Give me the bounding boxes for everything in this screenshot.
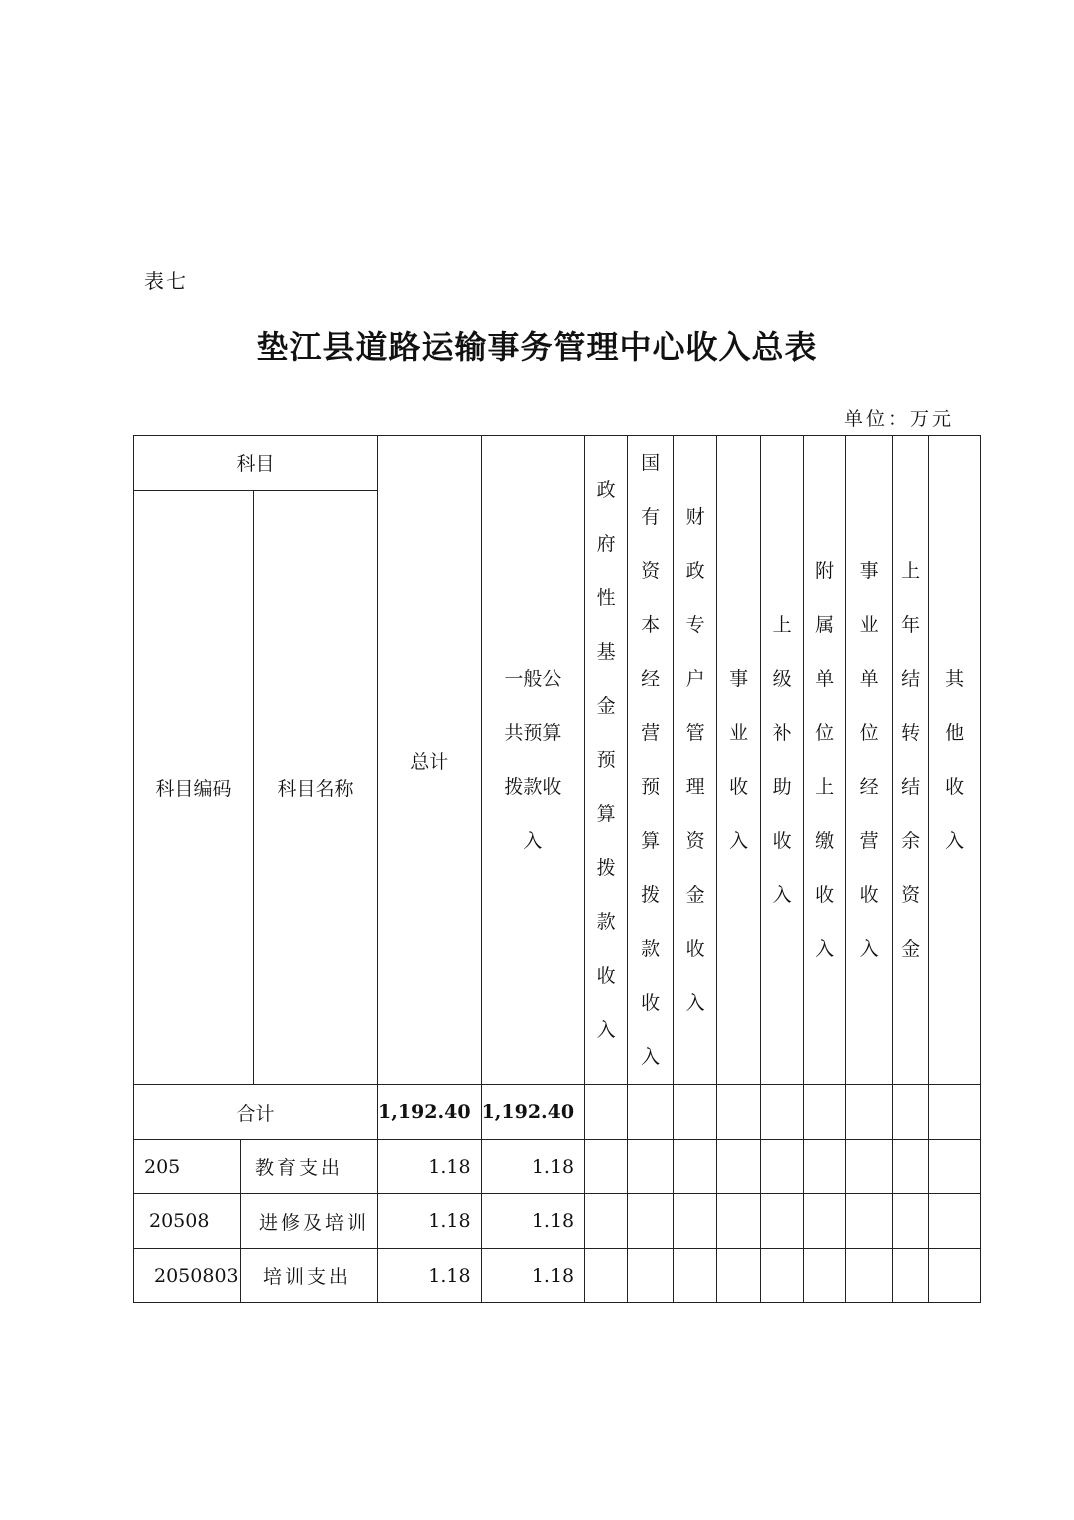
header-col-superior-subsidy: 上 级 补 助 收 入	[761, 436, 804, 1085]
row-general: 1.18	[481, 1140, 585, 1194]
header-col-special-account: 财 政 专 户 管 理 资 金 收 入	[674, 436, 717, 1085]
row-name: 教育支出	[241, 1140, 378, 1194]
header-col-affiliated: 附 属 单 位 上 缴 收 入	[804, 436, 846, 1085]
summary-label: 合计	[134, 1085, 378, 1140]
unit-label: 单位：万元	[844, 408, 955, 430]
page-title: 垫江县道路运输事务管理中心收入总表	[256, 328, 818, 366]
row-total: 1.18	[378, 1249, 482, 1303]
header-col-fund: 政 府 性 基 金 预 算 拨 款 收 入	[585, 436, 628, 1085]
row-code: 2050803	[134, 1249, 241, 1303]
row-general: 1.18	[481, 1194, 585, 1249]
table-number: 表七	[144, 269, 188, 293]
row-total: 1.18	[378, 1140, 482, 1194]
table-row	[134, 1249, 981, 1303]
header-subject-name: 科目名称	[254, 490, 378, 1085]
row-total: 1.18	[378, 1194, 482, 1249]
header-col-business: 事 业 收 入	[717, 436, 761, 1085]
header-subject-code: 科目编码	[134, 490, 254, 1085]
row-name: 进修及培训	[241, 1194, 378, 1249]
row-name: 培训支出	[241, 1249, 378, 1303]
header-subject: 科目	[134, 436, 378, 491]
row-code: 20508	[134, 1194, 241, 1249]
header-col-operation: 事 业 单 位 经 营 收 入	[846, 436, 893, 1085]
summary-general: 1,192.40	[481, 1085, 585, 1140]
header-col-state-capital: 国 有 资 本 经 营 预 算 拨 款 收 入	[628, 436, 674, 1085]
header-col-general: 一般公 共预算 拨款收 入	[481, 436, 585, 1085]
row-general: 1.18	[481, 1249, 585, 1303]
table-row	[134, 1140, 981, 1194]
header-total: 总计	[378, 436, 482, 1085]
row-code: 205	[134, 1140, 241, 1194]
header-col-other: 其 他 收 入	[929, 436, 981, 1085]
summary-total: 1,192.40	[378, 1085, 482, 1140]
income-table	[133, 435, 981, 1303]
table-row	[134, 1194, 981, 1249]
header-col-carryover: 上 年 结 转 结 余 资 金	[893, 436, 929, 1085]
